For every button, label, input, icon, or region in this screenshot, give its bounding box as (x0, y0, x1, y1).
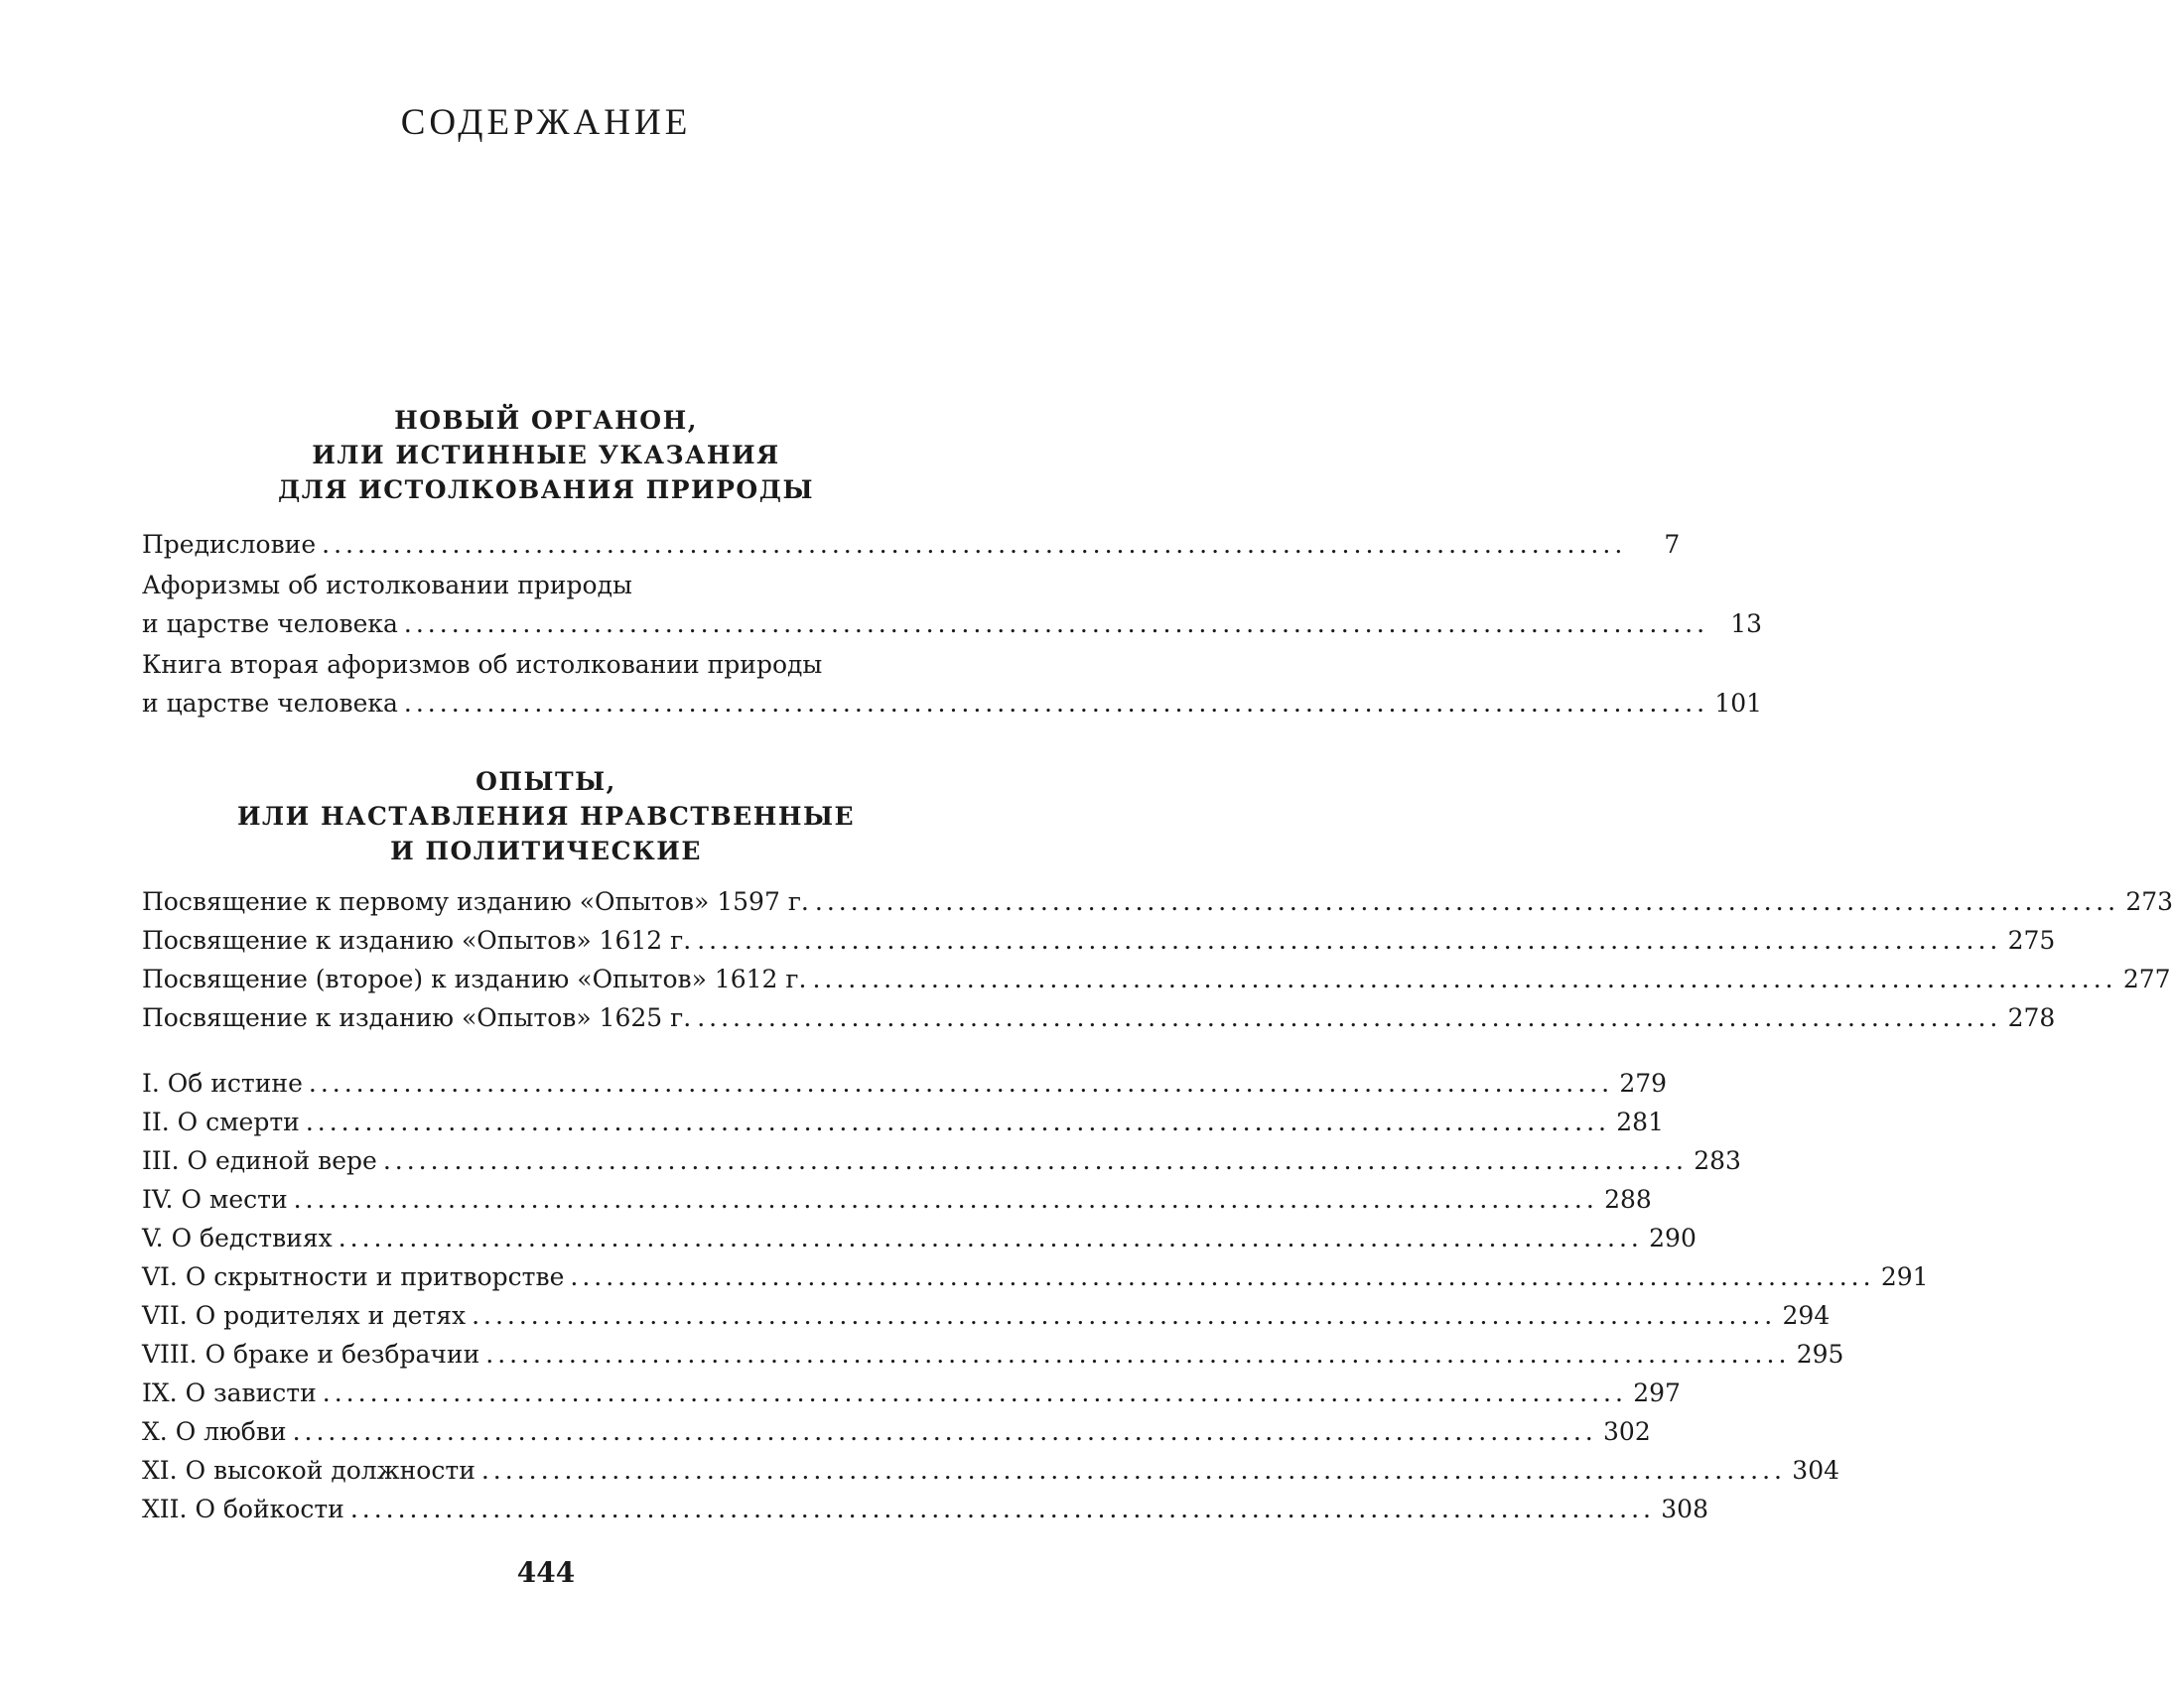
toc-entry-title: VII. О родителях и детях (142, 1301, 467, 1330)
toc-page-number: 288 (1604, 1185, 1652, 1214)
section-heading-line: ИЛИ ИСТИННЫЕ УКАЗАНИЯ (312, 441, 780, 469)
leader-dots: .............................................................................................................. (322, 1379, 1627, 1407)
toc-entry-title: IV. О мести (142, 1185, 288, 1214)
toc-entry-title-continued: и царстве человека (142, 609, 398, 638)
toc-entry-title: III. О единой вере (142, 1146, 377, 1175)
toc-entry[interactable] (142, 1141, 1741, 1180)
leader-dots: .............................................................................................................. (292, 1417, 1597, 1446)
toc-entry[interactable] (142, 1335, 1844, 1374)
toc-section-1 (142, 525, 1763, 723)
leader-dots: .............................................................................................................. (814, 887, 2120, 916)
toc-entry[interactable] (142, 921, 2056, 960)
toc-page-number: 302 (1603, 1417, 1651, 1446)
toc-page-number: 278 (2007, 1003, 2056, 1032)
toc-page-number: 290 (1649, 1224, 1697, 1252)
toc-entry[interactable] (142, 1490, 1708, 1528)
leader-dots: .............................................................................................................. (349, 1495, 1655, 1523)
toc-entry[interactable] (142, 1064, 1668, 1103)
toc-entry[interactable] (142, 998, 2056, 1037)
leader-dots: .............................................................................................................. (382, 1146, 1688, 1175)
toc-entry[interactable] (142, 960, 2171, 998)
toc-entry-title: X. О любви (142, 1417, 287, 1446)
toc-entry-title: Посвящение к первому изданию «Опытов» 1597 г. (142, 887, 809, 916)
toc-entry[interactable] (142, 1296, 1831, 1335)
leader-dots: .............................................................................................................. (697, 1003, 2002, 1032)
toc-entry-title: I. Об истине (142, 1069, 303, 1098)
leader-dots: .............................................................................................................. (485, 1340, 1791, 1369)
toc-entry[interactable] (142, 1180, 1652, 1219)
toc-page-number: 294 (1782, 1301, 1831, 1330)
section-heading-essays (0, 764, 1092, 868)
section-heading-line: ДЛЯ ИСТОЛКОВАНИЯ ПРИРОДЫ (278, 475, 814, 504)
toc-entry[interactable] (142, 1219, 1697, 1257)
toc-entry-title: II. О смерти (142, 1108, 300, 1136)
toc-essays (142, 1064, 1929, 1528)
toc-entry-title: IX. О зависти (142, 1379, 317, 1407)
toc-page-number: 275 (2007, 926, 2056, 955)
leader-dots: .............................................................................................................. (480, 1456, 1787, 1485)
leader-dots: .............................................................................................................. (403, 609, 1709, 638)
toc-entry-title: XII. О бойкости (142, 1495, 344, 1523)
section-heading-novum-organum (0, 403, 1092, 507)
toc-dedications (142, 882, 2173, 1037)
toc-page-number: 283 (1694, 1146, 1741, 1175)
toc-entry-title: Посвящение к изданию «Опытов» 1612 г. (142, 926, 692, 955)
toc-entry[interactable] (142, 1103, 1664, 1141)
toc-page-number: 304 (1792, 1456, 1840, 1485)
section-heading-line: ОПЫТЫ, (475, 767, 616, 796)
page-number: 444 (516, 1556, 576, 1589)
toc-entry-title: VIII. О браке и безбрачии (142, 1340, 480, 1369)
toc-page-number: 13 (1730, 609, 1763, 638)
leader-dots: .............................................................................................................. (697, 926, 2002, 955)
leader-dots: .............................................................................................................. (338, 1224, 1643, 1252)
toc-entry[interactable] (142, 646, 1763, 723)
toc-entry-title: Афоризмы об истолковании природы (142, 571, 632, 599)
leader-dots: .............................................................................................................. (305, 1108, 1610, 1136)
toc-entry-title: V. О бедствиях (142, 1224, 333, 1252)
toc-page-number: 277 (2122, 965, 2171, 993)
toc-entry-title: XI. О высокой должности (142, 1456, 475, 1485)
toc-entry[interactable] (142, 1257, 1929, 1296)
toc-page-number: 308 (1661, 1495, 1708, 1523)
toc-entry[interactable] (142, 567, 1763, 643)
toc-page-number: 279 (1619, 1069, 1668, 1098)
toc-entry[interactable] (142, 882, 2173, 921)
toc-entry-title: VI. О скрытности и притворстве (142, 1262, 565, 1291)
leader-dots: .............................................................................................................. (570, 1262, 1875, 1291)
toc-entry[interactable] (142, 1374, 1681, 1412)
toc-entry[interactable] (142, 1412, 1651, 1451)
section-heading-line: ИЛИ НАСТАВЛЕНИЯ НРАВСТВЕННЫЕ (236, 802, 856, 831)
toc-entry[interactable] (142, 525, 1681, 564)
toc-entry-title: Посвящение к изданию «Опытов» 1625 г. (142, 1003, 692, 1032)
toc-page-number: 291 (1880, 1262, 1929, 1291)
section-heading-line: И ПОЛИТИЧЕСКИЕ (390, 837, 702, 865)
toc-entry-title: Посвящение (второе) к изданию «Опытов» 1612 г. (142, 965, 807, 993)
toc-entry-title-continued: и царстве человека (142, 689, 398, 718)
toc-entry-title: Предисловие (142, 530, 317, 559)
section-heading-line: НОВЫЙ ОРГАНОН, (394, 406, 698, 435)
toc-page-number: 273 (2125, 887, 2173, 916)
leader-dots: .............................................................................................................. (293, 1185, 1598, 1214)
toc-page-number: 297 (1633, 1379, 1681, 1407)
leader-dots: .............................................................................................................. (322, 530, 1627, 559)
toc-page-number: 7 (1664, 530, 1681, 559)
toc-page-number: 295 (1796, 1340, 1844, 1369)
toc-entry[interactable] (142, 1451, 1840, 1490)
page-title: СОДЕРЖАНИЕ (400, 102, 692, 143)
leader-dots: .............................................................................................................. (472, 1301, 1777, 1330)
leader-dots: .............................................................................................................. (308, 1069, 1614, 1098)
toc-entry-title: Книга вторая афоризмов об истолковании природы (142, 650, 823, 679)
toc-page-number: 101 (1714, 689, 1763, 718)
leader-dots: .............................................................................................................. (403, 689, 1709, 718)
toc-page-number: 281 (1616, 1108, 1664, 1136)
leader-dots: .............................................................................................................. (812, 965, 2117, 993)
